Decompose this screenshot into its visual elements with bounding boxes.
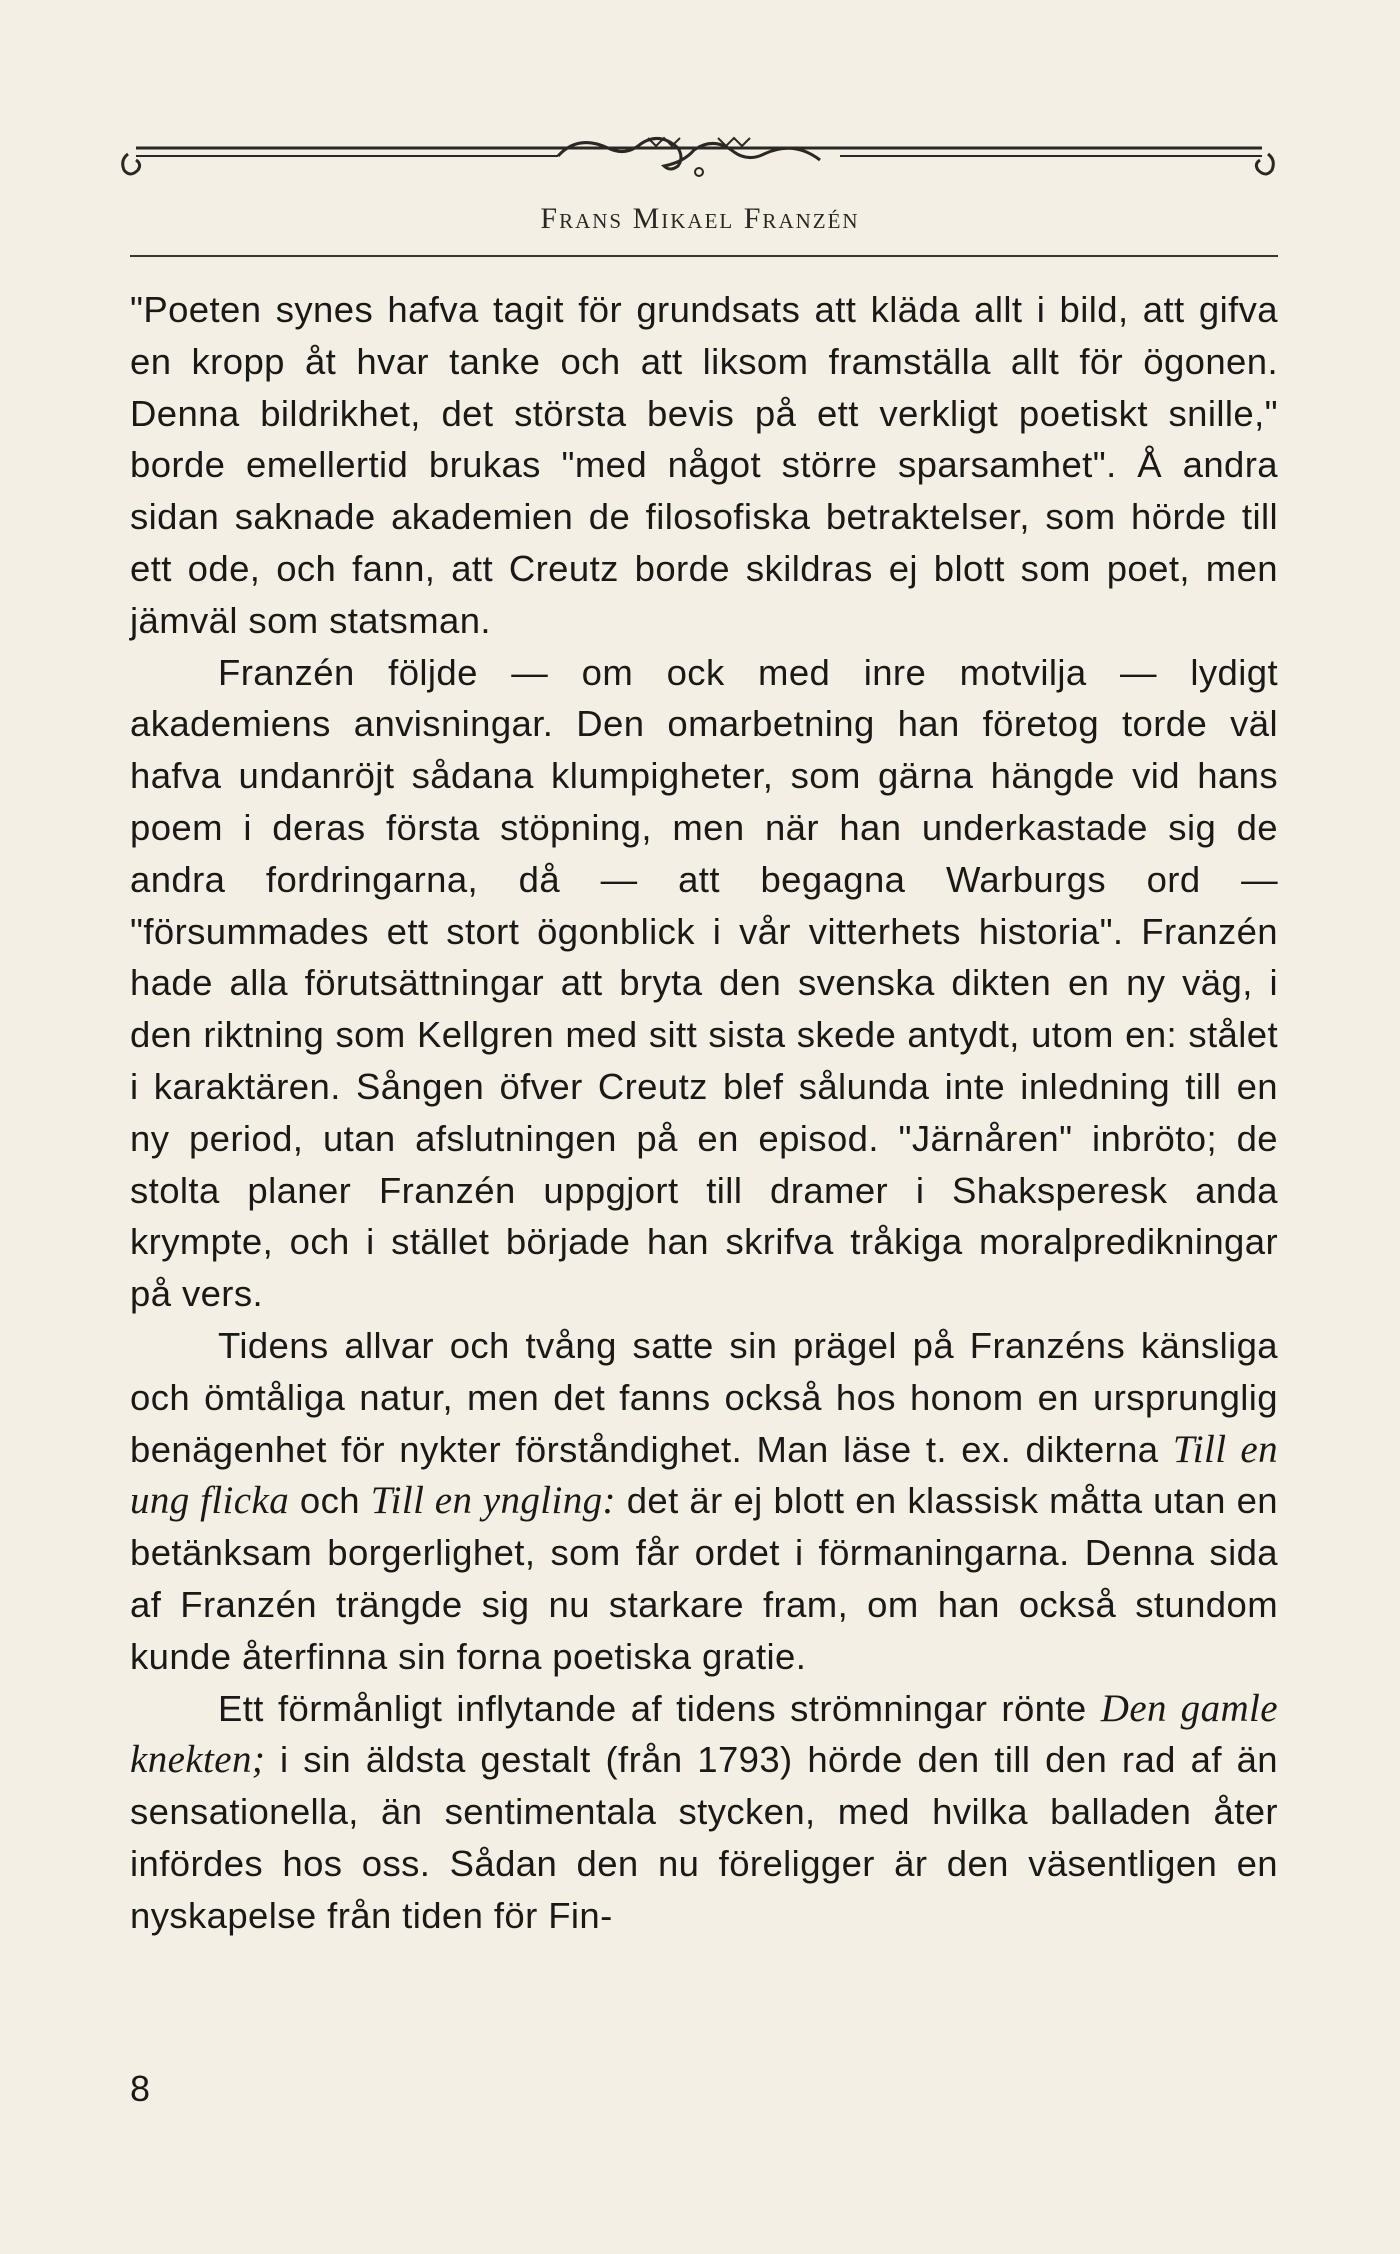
- italic-title: Till en ung flicka: [130, 1427, 1279, 1523]
- page-number: 8: [130, 2068, 151, 2109]
- paragraph: [130, 284, 1278, 647]
- header-ornament: [118, 132, 1280, 192]
- paragraph: [130, 1683, 1278, 1942]
- running-head: Frans Mikael Franzén: [540, 202, 860, 235]
- text-run: och: [289, 1480, 371, 1522]
- text-run: Ett förmånligt inflytande af tidens strömningar rönte: [218, 1687, 1101, 1729]
- text-run: i sin äldsta gestalt (från 1793) hörde den till den rad af än sensationella, än sentimentala stycken, med hvilka balladen åter infördes hos oss. Sådan den nu föreligger är den väsentligen en nyskapelse från tiden för Fin-: [130, 1739, 1278, 1936]
- text-run: Tidens allvar och tvång satte sin prägel på Franzéns känsliga och ömtåliga natur, men det fanns också hos honom en ursprunglig benägenhet för nykter förståndighet. Man läse t. ex. dikterna: [130, 1324, 1278, 1470]
- header-rule: [130, 255, 1278, 257]
- paragraph: [130, 1320, 1278, 1683]
- text-run: "Poeten synes hafva tagit för grundsats att kläda allt i bild, att gifva en kropp åt hvar tanke och att liksom framställa allt för ögonen. Denna bildrikhet, det största bevis på ett verkligt poetiskt snille," borde emellertid brukas "med något större sparsamhet". Å andra sidan saknade akademien de filosofiska betraktelser, som hörde till ett ode, och fann, att Creutz borde skildras ej blott som poet, men jämväl som statsman.: [130, 289, 1278, 641]
- body-text: [130, 284, 1278, 1942]
- text-run: Franzén följde — om ock med inre motvilja — lydigt akademiens anvisningar. Den omarbetning han företog torde väl hafva undanröjt sådana klumpigheter, som gärna hängde vid hans poem i deras första stöpning, men när han underkastade sig de andra fordringarna, då — att begagna Warburgs ord — "försummades ett stort ögonblick i vår vitterhets historia". Franzén hade alla förutsättningar att bryta den svenska dikten en ny väg, i den riktning som Kellgren med sitt sista skede antydt, utom en: stålet i karaktären. Sången öfver Creutz blef sålunda inte inledning till en ny period, utan afslutningen på en episod. "Järnåren" inbröto; de stolta planer Franzén uppgjort till dramer i Shaksperesk anda krympte, och i stället började han skrifva tråkiga moralpredikningar på vers.: [130, 651, 1278, 1315]
- italic-title: Den gamle knekten;: [130, 1686, 1278, 1782]
- text-run: det är ej blott en klassisk måtta utan en betänksam borgerlighet, som får ordet i förmaningarna. Denna sida af Franzén trängde sig nu starkare fram, om han också stundom kunde återfinna sin forna poetiska gratie.: [130, 1480, 1278, 1677]
- italic-title: Till en yngling:: [370, 1479, 616, 1523]
- paragraph: [130, 647, 1278, 1320]
